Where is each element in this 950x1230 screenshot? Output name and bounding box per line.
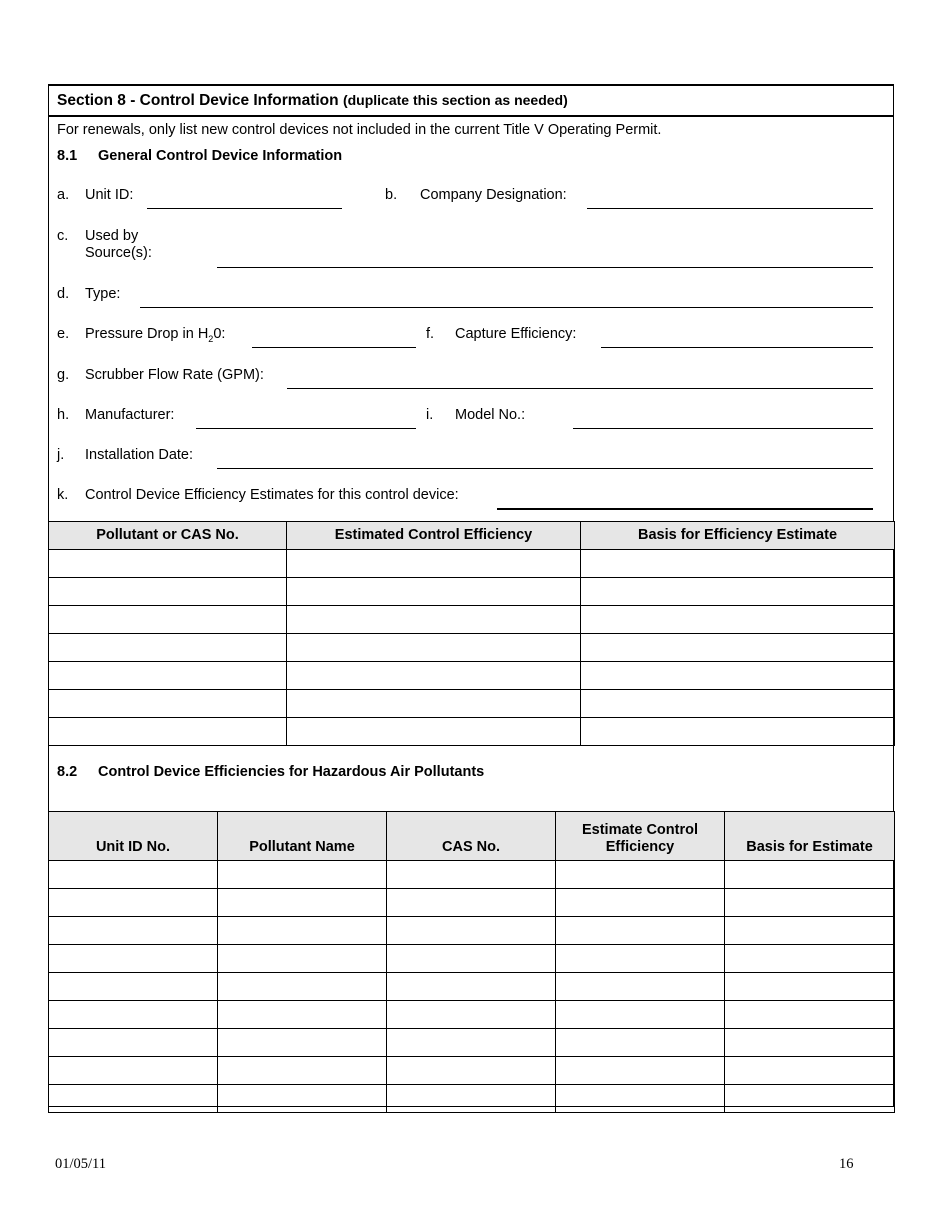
table-row [49,945,895,973]
table-cell[interactable] [387,889,556,917]
table-row [49,550,895,578]
unit-id-field[interactable] [147,208,342,209]
table-row [49,1029,895,1057]
pressure-drop-label: Pressure Drop in $H_20$: [85,326,226,344]
table-cell[interactable] [581,662,895,690]
field-e-letter: e. [57,326,70,342]
table-header-row [49,812,895,861]
scrubber-flow-field[interactable] [287,388,873,389]
table-cell[interactable] [725,973,895,1001]
subsection-82-number: 8.2 [57,764,78,780]
footer-date: 01/05/11 [55,1156,107,1172]
used-by-label: Used by [85,228,139,244]
table-cell[interactable] [49,718,287,746]
table-cell[interactable] [581,690,895,718]
section-title: Section 8 - Control Device Information (duplicate this section as needed) [57,92,568,109]
table-cell[interactable] [287,634,581,662]
table-cell[interactable] [725,1085,895,1113]
field-f-letter: f. [426,326,435,342]
installation-date-label: Installation Date: [85,447,194,463]
table-row [49,1057,895,1085]
section-subtitle: (duplicate this section as needed) [342,92,568,108]
col-header-estimated-efficiency: Estimated Control Efficiency [287,522,581,550]
table-cell[interactable] [556,1029,725,1057]
table-row [49,578,895,606]
field-h-letter: h. [57,407,70,423]
table-cell[interactable] [49,889,218,917]
table-cell[interactable] [218,917,387,945]
table-cell[interactable] [581,606,895,634]
efficiency-estimates-label: Control Device Efficiency Estimates for this control device: [85,487,459,503]
table-cell[interactable] [556,889,725,917]
model-no-field[interactable] [573,428,873,429]
table-cell[interactable] [581,634,895,662]
table-cell[interactable] [218,1001,387,1029]
table-cell[interactable] [556,973,725,1001]
field-a-letter: a. [57,187,70,203]
col-header-basis: Basis for Efficiency Estimate [581,522,895,550]
subsection-82-title: Control Device Efficiencies for Hazardous Air Pollutants [98,764,485,780]
table-header-row [49,522,895,550]
company-designation-label: Company Designation: [420,187,567,203]
section-header [49,86,893,117]
table-cell[interactable] [49,1001,218,1029]
table-cell[interactable] [387,1029,556,1057]
table-cell[interactable] [218,861,387,889]
table-cell[interactable] [387,917,556,945]
pressure-drop-field[interactable] [252,347,416,348]
manufacturer-label: Manufacturer: [85,407,175,423]
table-row [49,917,895,945]
table-row [49,606,895,634]
table-cell[interactable] [49,690,287,718]
table-cell[interactable] [49,634,287,662]
col-header-cas-no: CAS No. [387,812,556,861]
table-cell[interactable] [387,1057,556,1085]
table-cell[interactable] [556,861,725,889]
table-row [49,1001,895,1029]
used-by-sources-field[interactable] [217,267,873,268]
table-cell[interactable] [581,718,895,746]
table-row [49,1085,895,1113]
table-cell[interactable] [287,606,581,634]
field-k-letter: k. [57,487,69,503]
table-cell[interactable] [218,1029,387,1057]
table-cell[interactable] [725,1057,895,1085]
table-cell[interactable] [49,1057,218,1085]
efficiency-estimates-field[interactable] [497,508,873,510]
used-by-label-line2: Source(s): [85,245,152,261]
col-header-unit-id: Unit ID No. [49,812,218,861]
table-cell[interactable] [49,973,218,1001]
table-row [49,690,895,718]
installation-date-field[interactable] [217,468,873,469]
unit-id-label: Unit ID: [85,187,134,203]
table-row [49,662,895,690]
manufacturer-field[interactable] [196,428,416,429]
field-c-letter: c. [57,228,69,244]
col-header-pollutant-name: Pollutant Name [218,812,387,861]
col-header-estimate-control-efficiency: Estimate Control Efficiency [556,812,725,861]
table-cell[interactable] [581,578,895,606]
table-cell[interactable] [556,945,725,973]
capture-efficiency-field[interactable] [601,347,873,348]
table-cell[interactable] [218,1057,387,1085]
table-cell[interactable] [387,1085,556,1113]
table-cell[interactable] [218,973,387,1001]
table-cell[interactable] [49,578,287,606]
table-cell[interactable] [387,861,556,889]
table-cell[interactable] [556,1057,725,1085]
field-b-letter: b. [385,187,398,203]
table-cell[interactable] [387,973,556,1001]
table-cell[interactable] [556,1085,725,1113]
table-cell[interactable] [49,550,287,578]
capture-efficiency-label: Capture Efficiency: [455,326,577,342]
table-row [49,718,895,746]
subsection-81-number: 8.1 [57,148,78,164]
table-cell[interactable] [49,917,218,945]
col-header-basis-for-estimate: Basis for Estimate [725,812,895,861]
scrubber-flow-label: Scrubber Flow Rate (GPM): [85,367,264,383]
table-cell[interactable] [725,1029,895,1057]
table-cell[interactable] [49,1085,218,1113]
col-header-pollutant: Pollutant or CAS No. [49,522,287,550]
control-device-form [48,84,894,1107]
table-cell[interactable] [287,690,581,718]
model-no-label: Model No.: [455,407,526,423]
type-field[interactable] [140,307,873,308]
table-row [49,889,895,917]
table-cell[interactable] [49,606,287,634]
table-cell[interactable] [725,945,895,973]
table-cell[interactable] [581,550,895,578]
table-cell[interactable] [287,578,581,606]
table-cell[interactable] [49,1029,218,1057]
company-designation-field[interactable] [587,208,873,209]
table-cell[interactable] [218,945,387,973]
table-cell[interactable] [49,662,287,690]
table-cell[interactable] [287,718,581,746]
table-cell[interactable] [218,1085,387,1113]
table-cell[interactable] [725,889,895,917]
page-number: 16 [839,1156,854,1172]
type-label: Type: [85,286,121,302]
subsection-81-title: General Control Device Information [98,148,343,164]
table-row [49,973,895,1001]
field-g-letter: g. [57,367,70,383]
table-row [49,634,895,662]
control-efficiency-table [48,521,895,746]
table-cell[interactable] [725,1001,895,1029]
table-cell[interactable] [49,861,218,889]
table-cell[interactable] [387,1001,556,1029]
table-row [49,861,895,889]
field-d-letter: d. [57,286,70,302]
table-cell[interactable] [556,1001,725,1029]
renewal-note: For renewals, only list new control devices not included in the current Title V Operating Permit. [57,122,662,138]
table-cell[interactable] [725,861,895,889]
field-i-letter: i. [426,407,434,423]
table-cell[interactable] [218,889,387,917]
table-cell[interactable] [287,662,581,690]
table-cell[interactable] [387,945,556,973]
table-cell[interactable] [556,917,725,945]
table-cell[interactable] [287,550,581,578]
field-j-letter: j. [57,447,65,463]
hap-efficiency-table [48,811,895,1113]
table-cell[interactable] [725,917,895,945]
table-cell[interactable] [49,945,218,973]
